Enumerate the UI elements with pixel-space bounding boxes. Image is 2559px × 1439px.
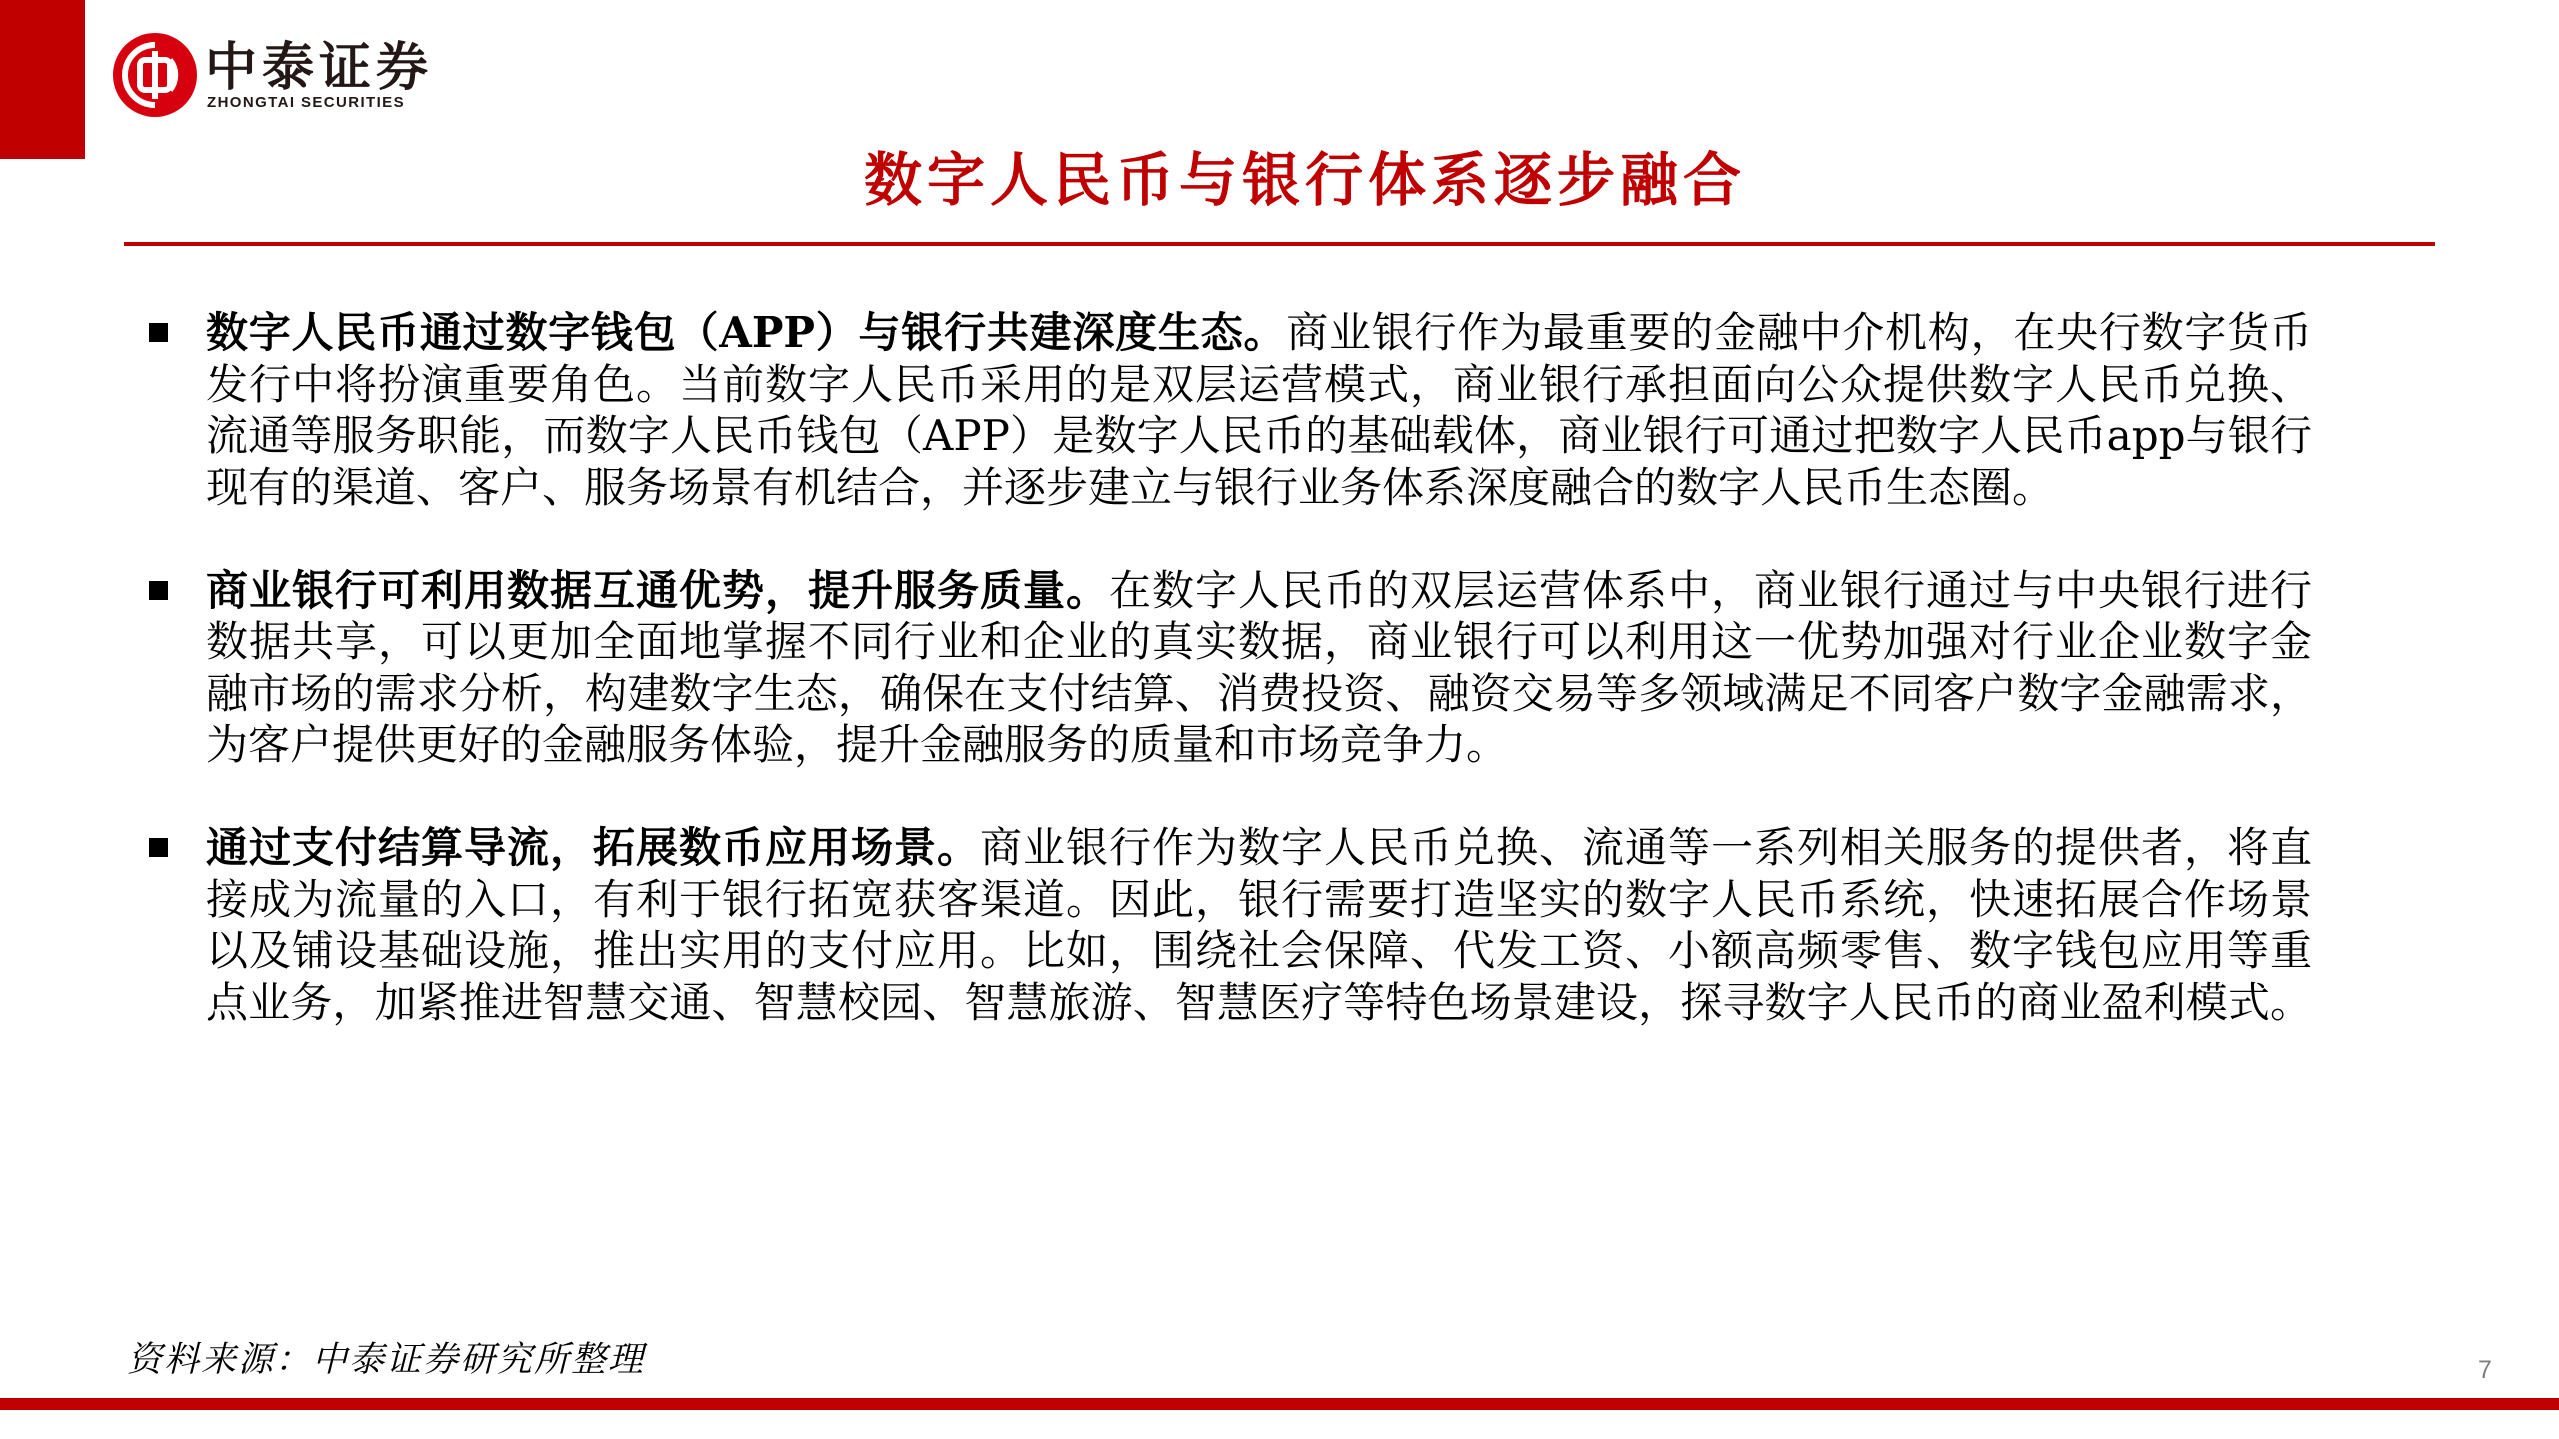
title-divider (124, 242, 2435, 246)
source-note: 资料来源：中泰证券研究所整理 (127, 1340, 646, 1380)
bullet-square-icon (149, 838, 168, 857)
brand-name-en: ZHONGTAI SECURITIES (207, 94, 405, 111)
bullet-text: 在数字人民币的双层运营体系中，商业银行通过与中央银行进行 (1109, 565, 2312, 615)
bullet-line: 接成为流量的入口，有利于银行拓宽获客渠道。因此，银行需要打造坚实的数字人民币系统，快速拓展合作场景 (206, 874, 2312, 924)
bullet-square-icon (149, 581, 168, 600)
bullet-line: 数据共享，可以更加全面地掌握不同行业和企业的真实数据，商业银行可以利用这一优势加强对行业企业数字金 (206, 617, 2312, 666)
bullet-line (206, 565, 2312, 617)
bullet-line: 点业务，加紧推进智慧交通、智慧校园、智慧旅游、智慧医疗等特色场景建设，探寻数字人民币的商业盈利模式。 (206, 977, 2312, 1027)
page-number: 7 (2478, 1356, 2492, 1384)
bullet-text: 商业银行作为数字人民币兑换、流通等一系列相关服务的提供者，将直 (980, 823, 2312, 872)
bullet-line: 发行中将扮演重要角色。当前数字人民币采用的是双层运营模式，商业银行承担面向公众提供数字人民币兑换、 (206, 359, 2312, 409)
bullet-text: 商业银行作为最重要的金融中介机构，在央行数字货币 (1286, 308, 2312, 357)
bullet-square-icon (149, 323, 168, 342)
bullet-line: 融市场的需求分析，构建数字生态，确保在支付结算、消费投资、融资交易等多领域满足不同客户数字金融需求， (206, 668, 2312, 718)
bullet-line: 流通等服务职能，而数字人民币钱包（APP）是数字人民币的基础载体，商业银行可通过把数字人民币app与银行 (206, 411, 2312, 460)
slide-title: 数字人民币与银行体系逐步融合 (863, 146, 1746, 214)
bottom-accent-bar (0, 1398, 2559, 1410)
corner-accent-bar (0, 0, 85, 159)
bullet-heading: 数字人民币通过数字钱包（APP）与银行共建深度生态。 (206, 308, 1287, 357)
bullet-heading: 通过支付结算导流，拓展数币应用场景。 (206, 823, 980, 872)
bullet-line: 以及铺设基础设施，推出实用的支付应用。比如，围绕社会保障、代发工资、小额高频零售、数字钱包应用等重 (206, 926, 2312, 975)
bullet-heading: 商业银行可利用数据互通优势，提升服务质量。 (206, 565, 1109, 615)
bullet-line: 为客户提供更好的金融服务体验，提升金融服务的质量和市场竞争力。 (206, 720, 1509, 769)
bullet-list (206, 307, 2312, 1080)
bullet-item (206, 307, 2312, 513)
brand-name-cn: 中泰证券 (205, 38, 434, 98)
bullet-line (206, 307, 2312, 359)
bullet-item (206, 822, 2312, 1028)
bullet-line: 现有的渠道、客户、服务场景有机结合，并逐步建立与银行业务体系深度融合的数字人民币生态圈。 (206, 462, 2055, 512)
bullet-item (206, 565, 2312, 771)
zhongtai-logo-icon (113, 33, 197, 117)
bullet-line (206, 822, 2312, 874)
